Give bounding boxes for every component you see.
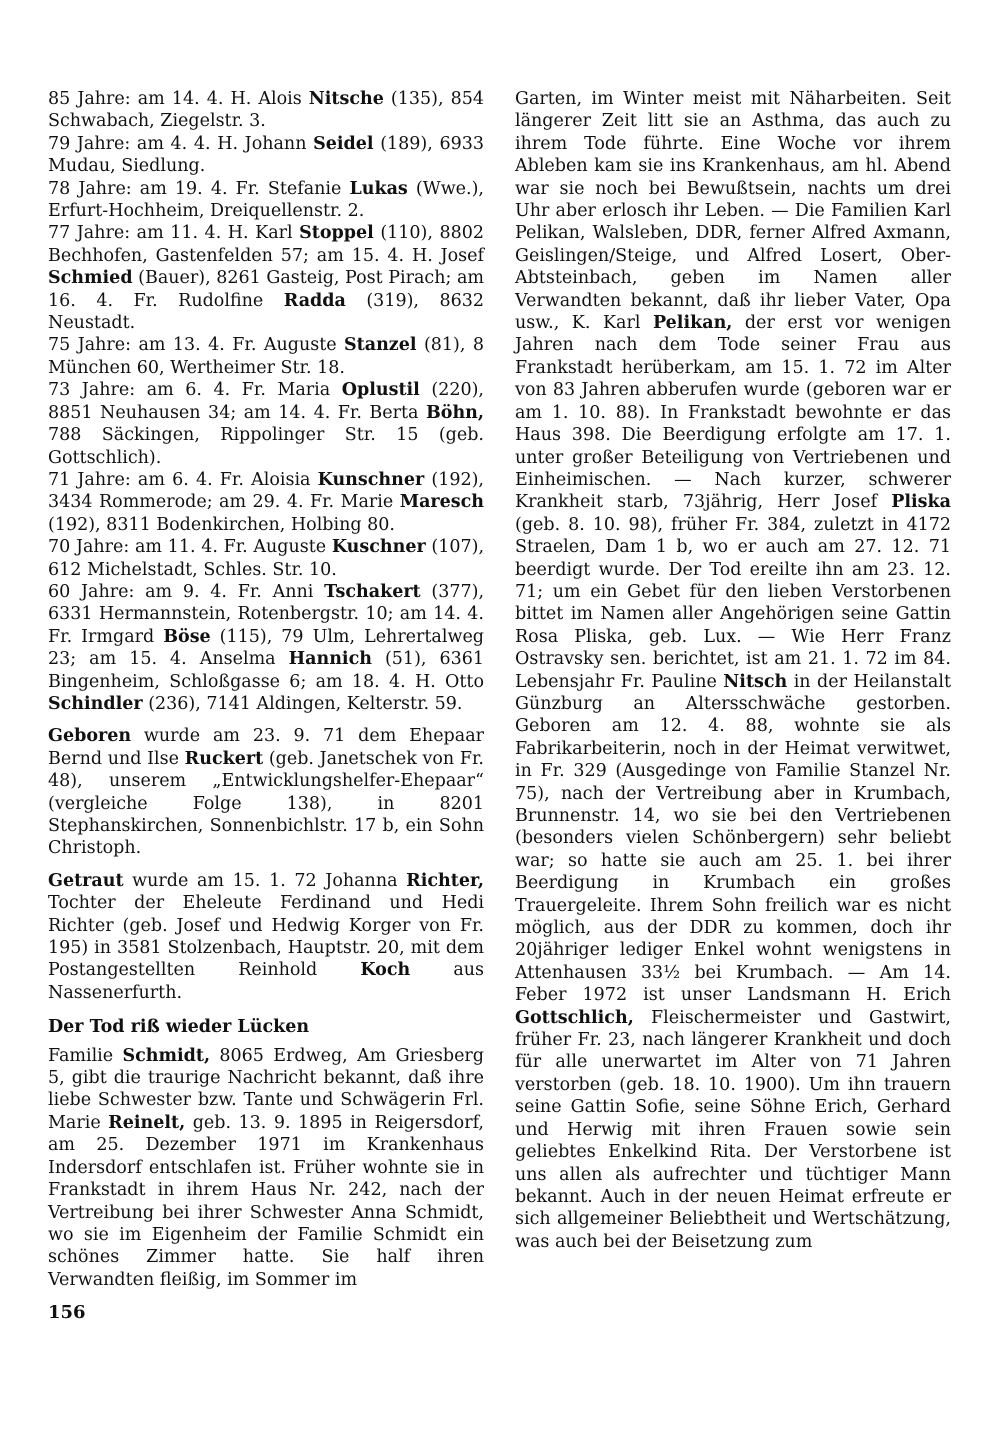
birthday-entry — [48, 178, 484, 223]
bold-name: Nitsche — [308, 89, 384, 109]
bold-name: Böse — [163, 626, 211, 647]
birthday-entry — [48, 379, 484, 469]
text-run: 85 Jahre: am 14. 4. H. Alois — [48, 89, 309, 109]
bold-name: Geboren — [48, 726, 132, 747]
bold-name: Reinelt, — [108, 1112, 186, 1133]
text-run: (189), 6933 Mudau, Siedlung. — [48, 133, 484, 177]
birthday-list — [48, 88, 484, 715]
bold-name: Stanzel — [344, 335, 417, 356]
text-run: (107), 612 Michelstadt, Schles. Str. 10. — [48, 537, 485, 580]
text-run: (Wwe.), Erfurt-Hochheim, Dreiquellenstr. 2. — [48, 178, 484, 222]
text-run: Tochter der Eheleute Ferdinand und Hedi Richter (geb. Josef und Hedwig Korger von Fr. 195) in 3581 Stolzenbach, Hauptstr. 20, mit dem Postangestellten Reinhold — [48, 893, 484, 981]
bold-name: Getraut — [48, 870, 124, 891]
text-run: (110), 8802 Bechhofen, Gastenfelden 57; am 15. 4. H. Josef — [48, 223, 485, 266]
text-run: der erst vor wenigen Jahren nach dem Tode seiner Frau aus Frankstadt herüberkam, am 15. 1. 72 im Alter von 83 Jahren abberufen wurde (geboren war er am 1. 10. 88). In Frankstadt bewohnte er das Haus 398. Die Beerdigung erfolgte am 17. 1. unter großer Beteiligung von Vertriebenen und Einheimischen. — Nach kurzer, schwerer Krankheit starb, 73jährig, Herr Josef — [515, 313, 951, 513]
obituary-continuation — [515, 88, 951, 1253]
text-run: 78 Jahre: am 19. 4. Fr. Stefanie — [48, 178, 350, 199]
bold-name: Hannich — [288, 649, 372, 670]
birthday-entry — [48, 581, 484, 715]
text-run: Garten, im Winter meist mit Näharbeiten. Seit längerer Zeit litt sie an Asthma, das auch zu ihrem Tode führte. Eine Woche vor ihrem Ableben kam sie ins Krankenhaus, am hl. Abend war sie noch bei Bewußtsein, nachts um drei Uhr aber erlosch ihr Leben. — Die Familien Karl Pelikan, Walsleben, DDR, ferner Alfred Axmann, Geislingen/Steige, und Alfred Losert, Ober-Abtsteinbach, geben im Namen aller Verwandten bekannt, daß ihr lieber Vater, Opa usw., K. Karl — [515, 89, 951, 334]
birthday-entry — [48, 133, 484, 178]
text-run: Fleischermeister und Gastwirt, früher Fr. 23, nach längerer Krankheit und doch für alle unerwartet im Alter von 71 Jahren verstorben (geb. 18. 10. 1900). Um ihn trauern seine Gattin Sofie, seine Söhne Erich, Gerhard und Herwig mit ihren Frauen sowie sein geliebtes Enkelkind Rita. Der Verstorbene ist uns allen als aufrechter und tüchtiger Mann bekannt. Auch in der neuen Heimat erfreute er sich allgemeiner Beliebtheit und Wertschätzung, was auch bei der Beisetzung zum — [515, 1007, 951, 1252]
text-run: 788 Säckingen, Rippolinger Str. 15 (geb. Gottschlich). — [48, 425, 484, 468]
right-column — [515, 88, 951, 1253]
text-run: (135), 854 Schwabach, Ziegelstr. 3. — [48, 89, 484, 132]
bold-name: Koch — [360, 960, 411, 981]
text-run: 71 Jahre: am 6. 4. Fr. Aloisia — [48, 469, 318, 490]
text-run: 75 Jahre: am 13. 4. Fr. Auguste — [48, 335, 345, 356]
bold-name: Radda — [283, 290, 346, 311]
text-run: (Bauer), 8261 Gasteig, Post Pirach; am 16. 4. Fr. Rudolfine — [48, 268, 484, 311]
left-column — [48, 88, 484, 1291]
bold-name: Pelikan, — [652, 313, 733, 334]
bold-name: Tschakert — [324, 581, 421, 602]
text-run: (377), 6331 Hermannstein, Rotenbergstr. 10; am 14. 4. Fr. Irmgard — [48, 581, 485, 647]
text-run: (geb. 8. 10. 98), früher Fr. 384, zuletzt in 4172 Straelen, Dam 1 b, wo er auch am 27. 12. 71 beerdigt wurde. Der Tod ereilte ihn am 23. 12. 71; um ein Gebet für den lieben Verstorbenen bittet im Namen aller Angehörigen seine Gattin Rosa Pliska, geb. Lux. — Wie Herr Franz Ostravsky sen. berichtet, ist am 21. 1. 72 im 84. Lebensjahr Fr. Pauline — [515, 514, 951, 692]
obituary-paragraph — [48, 1045, 484, 1291]
text-run: in der Heilanstalt Günzburg an Altersschwäche gestorben. Geboren am 12. 4. 88, wohnte sie als Fabrikarbeiterin, noch in der Heimat verwitwet, in Fr. 329 (Ausgedinge von Familie Stanzel Nr. 75), nach der Vertreibung aber in Krumbach, Brunnenstr. 14, wo sie bei den Vertriebenen (besonders vielen Schönbergern) sehr beliebt war; so hatte sie auch am 25. 1. bei ihrer Beerdigung in Krumbach ein großes Trauergeleite. Ihrem Sohn freilich war es nicht möglich, aus der DDR zu kommen, doch ihr 20jähriger lediger Enkel wohnt wenigstens in Attenhausen 33½ bei Krumbach. — Am 14. Feber 1972 ist unser Landsmann H. Erich — [515, 671, 951, 1006]
bold-name: Lukas — [349, 178, 408, 199]
birthday-entry — [48, 334, 484, 379]
text-run: Familie — [48, 1045, 123, 1066]
text-run: (192), 8311 Bodenkirchen, Holbing 80. — [48, 514, 395, 535]
bold-name: Oplustil — [341, 380, 420, 401]
text-run: wurde am 15. 1. 72 Johanna — [123, 870, 407, 891]
text-run: (115), 79 Ulm, Lehrertalweg 23; am 15. 4. Anselma — [48, 626, 485, 670]
text-run: geb. 13. 9. 1895 in Reigersdorf, am 25. Dezember 1971 im Krankenhaus Indersdorf entschlafen ist. Früher wohnte sie in Frankstadt in ihrem Haus Nr. 242, nach der Vertreibung bei ihrer Schwester Anna Schmidt, wo sie im Eigenheim der Familie Schmidt ein schönes Zimmer hatte. Sie half ihren Verwandten fleißig, im Sommer im — [48, 1112, 484, 1290]
text-run: aus Nassenerfurth. — [48, 960, 485, 1003]
birth-announcement — [48, 725, 484, 859]
bold-name: Seidel — [313, 133, 374, 154]
text-run: 77 Jahre: am 11. 4. H. Karl — [48, 223, 300, 244]
text-run: (geb. Janetschek von Fr. 48), unserem „Entwicklungshelfer-Ehepaar“ (vergleiche Folge 138), in 8201 Stephanskirchen, Sonnenbichlstr. 17 b, ein Sohn Christoph. — [48, 748, 484, 859]
text-run: (236), 7141 Aldingen, Kelterstr. 59. — [142, 693, 463, 714]
wedding-announcement — [48, 870, 484, 1004]
bold-name: Nitsch — [723, 671, 788, 692]
text-run: (319), 8632 Neustadt. — [48, 290, 485, 334]
text-run: (81), 8 München 60, Wertheimer Str. 18. — [48, 335, 484, 378]
bold-name: Pliska — [891, 492, 951, 513]
text-run: (192), 3434 Rommerode; am 29. 4. Fr. Marie — [48, 469, 484, 513]
page-number: 156 — [48, 1302, 86, 1323]
text-run: (51), 6361 Bingenheim, Schloßgasse 6; am 18. 4. H. Otto — [48, 649, 484, 692]
bold-name: Maresch — [399, 492, 484, 513]
birthday-entry — [48, 88, 484, 133]
text-run: 8065 Erdweg, Am Griesberg 5, gibt die traurige Nachricht bekannt, daß ihre liebe Schwester bzw. Tante und Schwägerin Frl. Marie — [48, 1045, 484, 1133]
text-run: wurde am 23. 9. 71 dem Ehepaar Bernd und Ilse — [48, 726, 484, 769]
bold-name: Ruckert — [184, 748, 264, 769]
text-run: (220), 8851 Neuhausen 34; am 14. 4. Fr. Berta — [48, 380, 484, 423]
bold-name: Kuschner — [331, 537, 426, 558]
bold-name: Böhn, — [425, 402, 484, 423]
bold-name: Stoppel — [299, 223, 374, 244]
bold-name: Richter, — [406, 870, 484, 891]
bold-name: Schmied — [48, 268, 133, 289]
bold-name: Schindler — [48, 693, 143, 714]
bold-name: Schmidt, — [122, 1045, 211, 1066]
text-run: 73 Jahre: am 6. 4. Fr. Maria — [48, 380, 342, 401]
bold-name: Kunschner — [317, 469, 425, 490]
birthday-entry — [48, 536, 484, 581]
text-run: 70 Jahre: am 11. 4. Fr. Auguste — [48, 537, 332, 558]
text-run: 79 Jahre: am 4. 4. H. Johann — [48, 133, 314, 154]
bold-name: Gottschlich, — [515, 1007, 634, 1028]
text-run: 60 Jahre: am 9. 4. Fr. Anni — [48, 581, 325, 602]
section-heading: Der Tod riß wieder Lücken — [48, 1017, 310, 1038]
birthday-entry — [48, 222, 484, 334]
birthday-entry — [48, 469, 484, 536]
